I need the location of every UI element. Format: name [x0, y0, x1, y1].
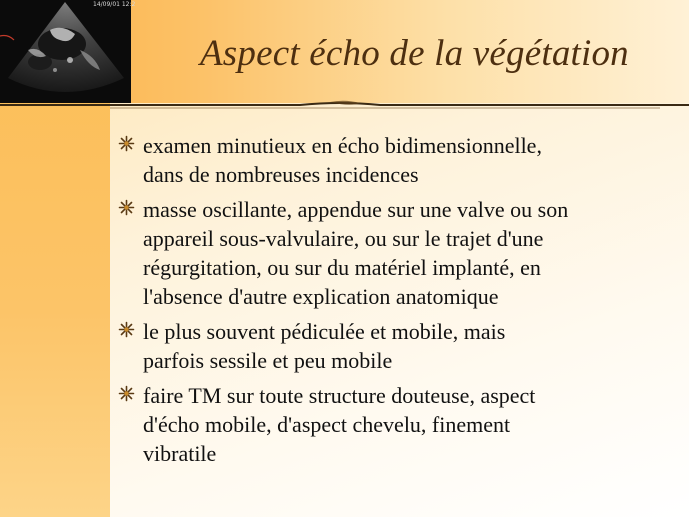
title-separator [0, 99, 689, 113]
starburst-bullet-icon [118, 385, 135, 402]
ultrasound-image [0, 0, 131, 103]
bullet-item [118, 195, 678, 311]
slide-title: Aspect écho de la végétation [200, 33, 629, 74]
bullet-text-line: examen minutieux en écho bidimensionnelle, [143, 133, 542, 158]
bullet-text-line: vibratile [143, 441, 217, 466]
thumbnail-caption: 14/09/01 12:2 [93, 1, 136, 8]
bullet-item [118, 381, 678, 468]
starburst-bullet-icon [118, 135, 135, 152]
bullet-text-line: appareil sous-valvulaire, ou sur le trajet d'une [143, 226, 544, 251]
ultrasound-thumbnail [0, 0, 136, 103]
bullet-list [118, 131, 678, 474]
bullet-text-line: l'absence d'autre explication anatomique [143, 284, 499, 309]
bullet-text-line: faire TM sur toute structure douteuse, aspect [143, 383, 536, 408]
bullet-text-line: régurgitation, ou sur du matériel implanté, en [143, 255, 541, 280]
bullet-text-line: le plus souvent pédiculée et mobile, mais [143, 319, 506, 344]
starburst-bullet-icon [118, 321, 135, 338]
bullet-text-line: masse oscillante, appendue sur une valve ou son [143, 197, 569, 222]
bullet-text-line: d'écho mobile, d'aspect chevelu, finement [143, 412, 511, 437]
bullet-text-line: dans de nombreuses incidences [143, 162, 419, 187]
bullet-item [118, 131, 678, 189]
bullet-item [118, 317, 678, 375]
starburst-bullet-icon [118, 199, 135, 216]
bullet-text-line: parfois sessile et peu mobile [143, 348, 393, 373]
